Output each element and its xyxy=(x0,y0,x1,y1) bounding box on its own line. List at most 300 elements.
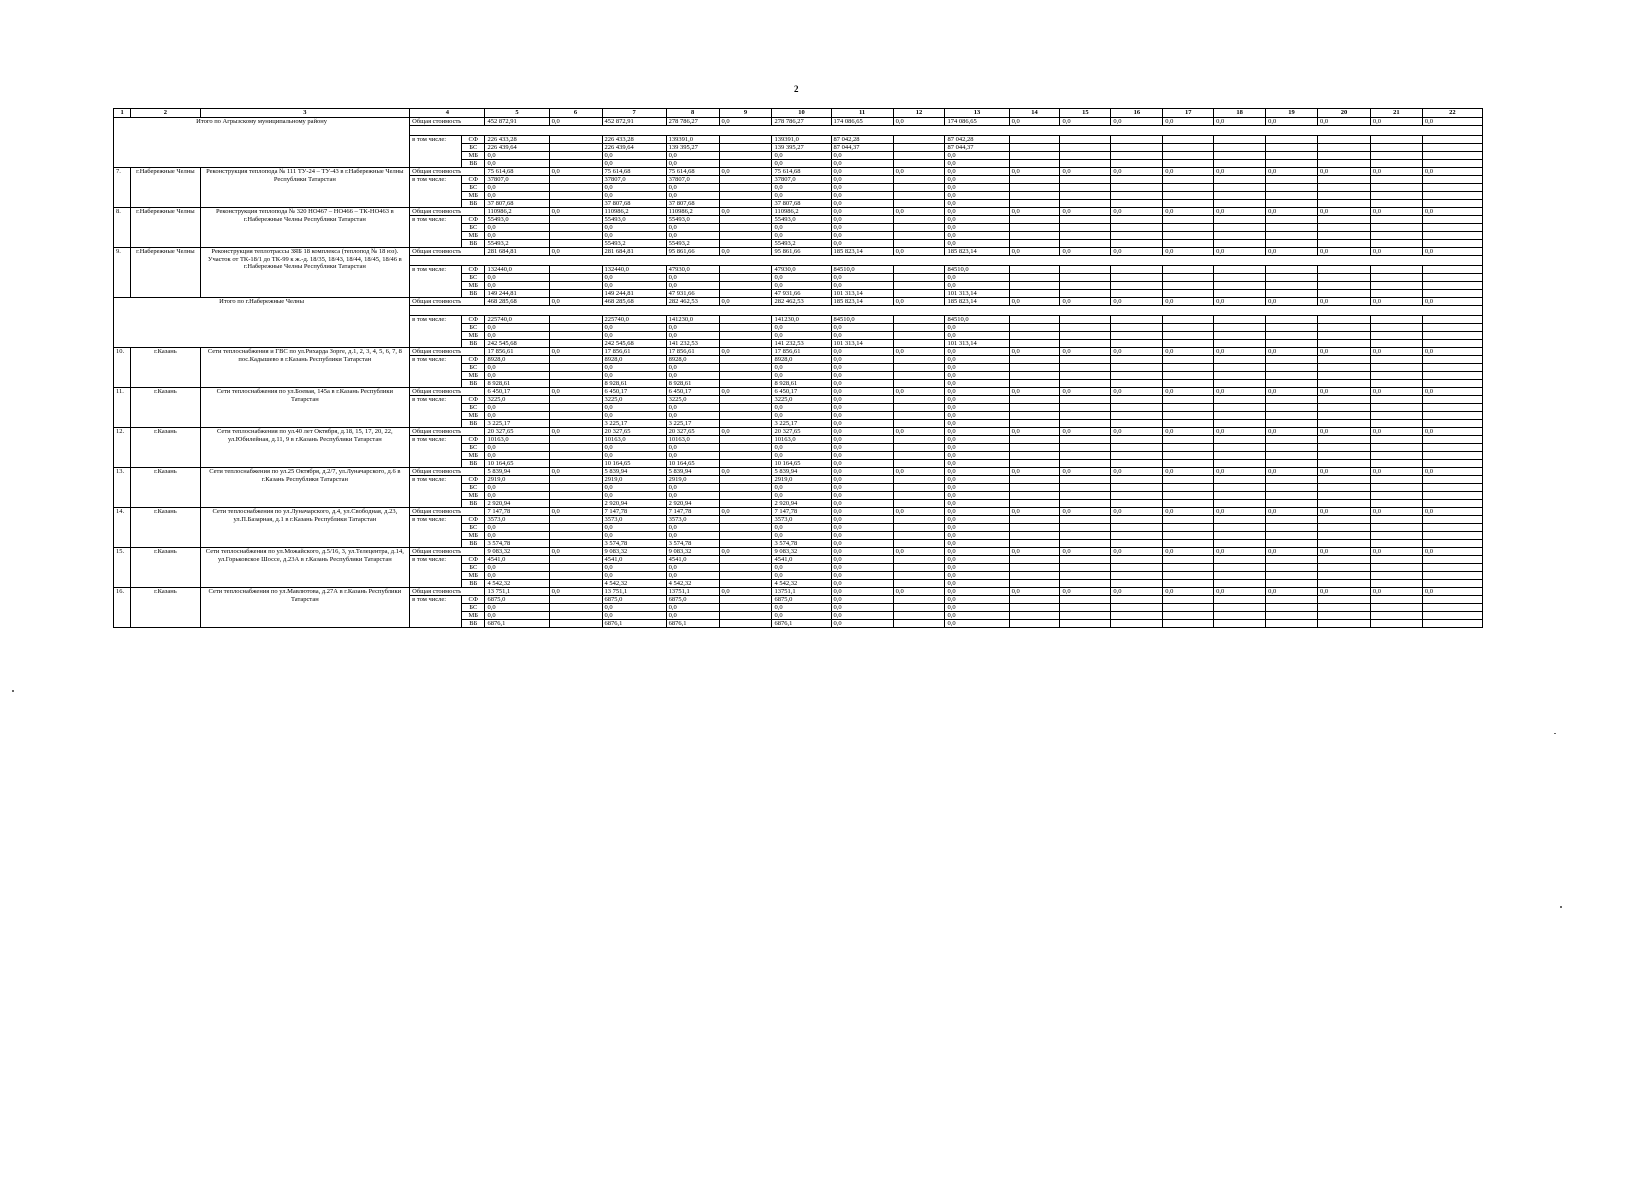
value-cell xyxy=(1163,266,1214,274)
value-cell xyxy=(1370,444,1422,452)
value-cell xyxy=(1317,580,1370,588)
including-label: в том числе: xyxy=(410,136,462,168)
value-cell xyxy=(1266,572,1318,580)
value-cell xyxy=(719,604,772,612)
value-cell xyxy=(1214,152,1266,160)
value-cell xyxy=(719,612,772,620)
value-cell xyxy=(1060,620,1111,628)
item-row xyxy=(114,508,1483,516)
value-cell: 0,0 xyxy=(945,348,1009,356)
value-cell: 0,0 xyxy=(945,540,1009,548)
value-cell: 17 856,61 xyxy=(666,348,719,356)
value-cell: 0,0 xyxy=(945,152,1009,160)
value-cell xyxy=(549,444,602,452)
column-header: 15 xyxy=(1060,109,1111,118)
value-cell xyxy=(1009,160,1060,168)
value-cell xyxy=(1111,192,1163,200)
value-cell xyxy=(1163,316,1214,324)
value-cell xyxy=(719,444,772,452)
value-cell xyxy=(1163,492,1214,500)
value-cell xyxy=(1422,332,1482,340)
value-cell xyxy=(1163,444,1214,452)
value-cell xyxy=(1214,144,1266,152)
value-cell xyxy=(1163,224,1214,232)
value-cell xyxy=(1214,412,1266,420)
value-cell xyxy=(1214,240,1266,248)
value-cell xyxy=(1009,176,1060,184)
value-cell xyxy=(1163,232,1214,240)
value-cell xyxy=(1317,232,1370,240)
value-cell xyxy=(719,476,772,484)
value-cell: 0,0 xyxy=(666,184,719,192)
value-cell: 278 786,27 xyxy=(666,118,719,126)
value-cell xyxy=(1214,524,1266,532)
value-cell xyxy=(1422,484,1482,492)
value-cell: 0,0 xyxy=(485,232,549,240)
source-code: СФ xyxy=(462,356,485,364)
value-cell xyxy=(1317,274,1370,282)
value-cell xyxy=(1266,282,1318,290)
value-cell: 0,0 xyxy=(893,468,945,476)
value-cell xyxy=(1163,160,1214,168)
value-cell: 0,0 xyxy=(945,524,1009,532)
total-cost-label: Общая стоимость xyxy=(410,248,485,256)
value-cell xyxy=(1317,404,1370,412)
value-cell xyxy=(719,492,772,500)
value-cell: 0,0 xyxy=(602,224,666,232)
value-cell: 0,0 xyxy=(1266,348,1318,356)
value-cell xyxy=(1111,580,1163,588)
value-cell xyxy=(1163,500,1214,508)
value-cell: 3225,0 xyxy=(485,396,549,404)
value-cell: 0,0 xyxy=(549,208,602,216)
item-row xyxy=(114,388,1483,396)
value-cell xyxy=(719,152,772,160)
value-cell: 10163,0 xyxy=(772,436,831,444)
value-cell: 0,0 xyxy=(1317,428,1370,436)
value-cell xyxy=(893,144,945,152)
value-cell xyxy=(1266,412,1318,420)
value-cell: 0,0 xyxy=(893,428,945,436)
source-code: МБ xyxy=(462,452,485,460)
value-cell xyxy=(1111,396,1163,404)
value-cell: 10 164,65 xyxy=(666,460,719,468)
value-cell: 0,0 xyxy=(1111,548,1163,556)
item-name: Сети теплоснабжения по ул.Можайского, д.5/16, 3, ул.Телецентра, д.14, ул.Горьковское Шоссе, д.23А в г.Казань Республики Татарстан xyxy=(200,548,410,588)
value-cell: 0,0 xyxy=(945,176,1009,184)
value-cell xyxy=(893,604,945,612)
value-cell xyxy=(1060,604,1111,612)
value-cell: 0,0 xyxy=(602,192,666,200)
value-cell xyxy=(893,152,945,160)
total-cost-label: Общая стоимость xyxy=(410,508,485,516)
value-cell: 0,0 xyxy=(602,324,666,332)
value-cell: 0,0 xyxy=(945,444,1009,452)
value-cell xyxy=(1163,532,1214,540)
value-cell: 9 083,32 xyxy=(602,548,666,556)
value-cell xyxy=(549,436,602,444)
value-cell: 149 244,81 xyxy=(485,290,549,298)
value-cell: 0,0 xyxy=(945,324,1009,332)
value-cell: 0,0 xyxy=(1009,388,1060,396)
value-cell xyxy=(1422,604,1482,612)
value-cell: 10163,0 xyxy=(666,436,719,444)
value-cell xyxy=(1009,240,1060,248)
source-code: ВБ xyxy=(462,340,485,348)
value-cell xyxy=(1422,290,1482,298)
value-cell: 55493,0 xyxy=(772,216,831,224)
value-cell xyxy=(549,224,602,232)
total-cost-label: Общая стоимость xyxy=(410,588,485,596)
source-code: СФ xyxy=(462,516,485,524)
value-cell xyxy=(1370,524,1422,532)
value-cell: 0,0 xyxy=(772,444,831,452)
value-cell xyxy=(1009,216,1060,224)
value-cell: 0,0 xyxy=(772,332,831,340)
value-cell xyxy=(1422,176,1482,184)
value-cell xyxy=(1163,540,1214,548)
value-cell: 0,0 xyxy=(666,192,719,200)
value-cell: 0,0 xyxy=(831,452,893,460)
value-cell: 37 807,68 xyxy=(485,200,549,208)
value-cell xyxy=(893,396,945,404)
value-cell: 0,0 xyxy=(666,484,719,492)
value-cell xyxy=(1060,396,1111,404)
value-cell xyxy=(1163,452,1214,460)
value-cell xyxy=(1422,564,1482,572)
value-cell: 101 313,14 xyxy=(945,340,1009,348)
value-cell: 149 244,81 xyxy=(602,290,666,298)
value-cell xyxy=(1060,184,1111,192)
value-cell xyxy=(1214,274,1266,282)
value-cell: 242 545,68 xyxy=(485,340,549,348)
value-cell xyxy=(719,274,772,282)
value-cell: 226 439,64 xyxy=(602,144,666,152)
value-cell: 0,0 xyxy=(1214,508,1266,516)
value-cell: 8 928,61 xyxy=(666,380,719,388)
value-cell xyxy=(1111,524,1163,532)
value-cell xyxy=(1214,356,1266,364)
value-cell: 0,0 xyxy=(549,348,602,356)
value-cell: 0,0 xyxy=(719,168,772,176)
source-code: ВБ xyxy=(462,200,485,208)
value-cell xyxy=(1111,290,1163,298)
value-cell: 0,0 xyxy=(1009,168,1060,176)
value-cell xyxy=(893,274,945,282)
value-cell xyxy=(1422,316,1482,324)
value-cell xyxy=(719,216,772,224)
value-cell: 84510,0 xyxy=(831,266,893,274)
total-cost-label: Общая стоимость xyxy=(410,348,485,356)
value-cell xyxy=(1060,200,1111,208)
value-cell xyxy=(1214,316,1266,324)
value-cell xyxy=(1317,484,1370,492)
value-cell: 0,0 xyxy=(772,404,831,412)
value-cell xyxy=(1266,476,1318,484)
value-cell xyxy=(719,500,772,508)
value-cell: 0,0 xyxy=(602,452,666,460)
value-cell xyxy=(719,356,772,364)
value-cell: 0,0 xyxy=(666,332,719,340)
value-cell: 0,0 xyxy=(945,184,1009,192)
value-cell xyxy=(1317,500,1370,508)
value-cell: 8 928,61 xyxy=(772,380,831,388)
total-title: Итого по Агрызскому муниципальному району xyxy=(114,118,410,168)
value-cell xyxy=(1422,444,1482,452)
value-cell xyxy=(1317,532,1370,540)
value-cell: 0,0 xyxy=(772,224,831,232)
item-city: г.Казань xyxy=(131,588,200,628)
value-cell: 7 147,78 xyxy=(666,508,719,516)
value-cell: 0,0 xyxy=(485,604,549,612)
value-cell xyxy=(1317,290,1370,298)
value-cell: 0,0 xyxy=(1266,548,1318,556)
value-cell xyxy=(1266,596,1318,604)
value-cell xyxy=(1009,604,1060,612)
value-cell: 0,0 xyxy=(1060,298,1111,306)
total-cost-label: Общая стоимость xyxy=(410,468,485,476)
value-cell: 6875,0 xyxy=(772,596,831,604)
value-cell xyxy=(1422,372,1482,380)
value-cell: 0,0 xyxy=(1422,548,1482,556)
value-cell: 3573,0 xyxy=(772,516,831,524)
value-cell: 0,0 xyxy=(602,492,666,500)
value-cell: 37807,0 xyxy=(666,176,719,184)
value-cell xyxy=(1060,460,1111,468)
value-cell: 3225,0 xyxy=(666,396,719,404)
value-cell: 0,0 xyxy=(666,612,719,620)
value-cell xyxy=(1422,216,1482,224)
value-cell xyxy=(1266,274,1318,282)
item-name: Реконструкция теплопода № 111 ТУ-24 – ТУ-43 в г.Набережные Челны Республики Татарстан xyxy=(200,168,410,208)
value-cell xyxy=(1060,476,1111,484)
value-cell xyxy=(1266,216,1318,224)
value-cell: 110986,2 xyxy=(666,208,719,216)
value-cell: 452 872,91 xyxy=(602,118,666,126)
value-cell xyxy=(1370,484,1422,492)
source-code: БС xyxy=(462,404,485,412)
item-name: Сети теплоснабжения по ул.Боевая, 145а в г.Казань Республики Татарстан xyxy=(200,388,410,428)
item-row xyxy=(114,468,1483,476)
value-cell xyxy=(1111,436,1163,444)
value-cell: 110986,2 xyxy=(772,208,831,216)
value-cell: 226 433,28 xyxy=(485,136,549,144)
value-cell xyxy=(1266,340,1318,348)
value-cell: 0,0 xyxy=(549,118,602,126)
value-cell: 0,0 xyxy=(1111,118,1163,126)
value-cell: 0,0 xyxy=(719,508,772,516)
item-city: г.Казань xyxy=(131,428,200,468)
source-code: СФ xyxy=(462,266,485,274)
value-cell xyxy=(1163,372,1214,380)
value-cell xyxy=(719,620,772,628)
value-cell xyxy=(1111,620,1163,628)
value-cell xyxy=(719,224,772,232)
value-cell xyxy=(1111,266,1163,274)
value-cell xyxy=(1009,532,1060,540)
value-cell xyxy=(1009,620,1060,628)
value-cell xyxy=(1111,556,1163,564)
value-cell: 0,0 xyxy=(485,452,549,460)
column-header: 22 xyxy=(1422,109,1482,118)
value-cell: 0,0 xyxy=(831,428,893,436)
value-cell xyxy=(1370,176,1422,184)
value-cell: 139391,0 xyxy=(772,136,831,144)
value-cell: 0,0 xyxy=(719,298,772,306)
value-cell xyxy=(1060,484,1111,492)
value-cell: 185 823,14 xyxy=(831,298,893,306)
value-cell xyxy=(893,556,945,564)
value-cell: 3225,0 xyxy=(772,396,831,404)
value-cell xyxy=(1266,224,1318,232)
including-label: в том числе: xyxy=(410,216,462,248)
value-cell: 0,0 xyxy=(1214,428,1266,436)
value-cell xyxy=(719,380,772,388)
value-cell xyxy=(1317,160,1370,168)
value-cell: 0,0 xyxy=(831,356,893,364)
value-cell xyxy=(1009,224,1060,232)
value-cell: 0,0 xyxy=(1060,388,1111,396)
value-cell: 281 684,81 xyxy=(485,248,549,256)
value-cell xyxy=(549,452,602,460)
value-cell xyxy=(1060,152,1111,160)
item-index: 11. xyxy=(114,388,131,428)
value-cell xyxy=(1009,596,1060,604)
value-cell xyxy=(1009,380,1060,388)
value-cell xyxy=(1317,516,1370,524)
value-cell: 47930,0 xyxy=(772,266,831,274)
value-cell: 0,0 xyxy=(831,388,893,396)
value-cell: 0,0 xyxy=(1422,208,1482,216)
value-cell xyxy=(549,332,602,340)
value-cell: 0,0 xyxy=(831,516,893,524)
source-code: ВБ xyxy=(462,540,485,548)
value-cell xyxy=(1266,452,1318,460)
value-cell: 0,0 xyxy=(666,492,719,500)
value-cell xyxy=(1163,396,1214,404)
value-cell xyxy=(1370,144,1422,152)
value-cell xyxy=(1163,572,1214,580)
value-cell: 0,0 xyxy=(1317,208,1370,216)
value-cell: 0,0 xyxy=(485,332,549,340)
value-cell xyxy=(719,316,772,324)
value-cell: 141230,0 xyxy=(772,316,831,324)
value-cell: 0,0 xyxy=(602,484,666,492)
value-cell xyxy=(1370,184,1422,192)
value-cell xyxy=(1111,324,1163,332)
value-cell xyxy=(1163,356,1214,364)
value-cell: 0,0 xyxy=(945,500,1009,508)
value-cell: 3 225,17 xyxy=(485,420,549,428)
value-cell xyxy=(1009,232,1060,240)
item-index: 15. xyxy=(114,548,131,588)
value-cell xyxy=(1009,412,1060,420)
value-cell xyxy=(549,316,602,324)
value-cell xyxy=(1370,500,1422,508)
item-row xyxy=(114,248,1483,256)
value-cell: 0,0 xyxy=(945,532,1009,540)
value-cell xyxy=(893,324,945,332)
value-cell xyxy=(893,216,945,224)
value-cell xyxy=(1317,340,1370,348)
value-cell: 6876,1 xyxy=(485,620,549,628)
value-cell xyxy=(549,372,602,380)
value-cell: 0,0 xyxy=(1422,298,1482,306)
value-cell: 8 928,61 xyxy=(602,380,666,388)
value-cell xyxy=(1266,232,1318,240)
value-cell: 281 684,81 xyxy=(602,248,666,256)
value-cell: 3 225,17 xyxy=(666,420,719,428)
value-cell xyxy=(1111,372,1163,380)
value-cell xyxy=(1060,266,1111,274)
value-cell xyxy=(1009,556,1060,564)
value-cell: 0,0 xyxy=(893,248,945,256)
value-cell: 0,0 xyxy=(485,492,549,500)
value-cell xyxy=(549,160,602,168)
value-cell xyxy=(1060,324,1111,332)
value-cell: 6 450,17 xyxy=(772,388,831,396)
value-cell: 0,0 xyxy=(945,200,1009,208)
value-cell xyxy=(1317,444,1370,452)
value-cell: 0,0 xyxy=(666,232,719,240)
value-cell xyxy=(719,372,772,380)
value-cell: 0,0 xyxy=(831,274,893,282)
value-cell: 0,0 xyxy=(1060,588,1111,596)
value-cell xyxy=(1214,200,1266,208)
value-cell xyxy=(719,160,772,168)
value-cell: 0,0 xyxy=(945,580,1009,588)
value-cell: 37 807,68 xyxy=(772,200,831,208)
value-cell xyxy=(893,476,945,484)
value-cell xyxy=(1422,580,1482,588)
value-cell xyxy=(1214,176,1266,184)
item-city: г.Казань xyxy=(131,508,200,548)
value-cell xyxy=(1422,192,1482,200)
value-cell xyxy=(719,290,772,298)
source-code: ВБ xyxy=(462,500,485,508)
value-cell xyxy=(1009,612,1060,620)
value-cell xyxy=(549,612,602,620)
value-cell xyxy=(1266,184,1318,192)
value-cell: 101 313,14 xyxy=(831,340,893,348)
value-cell: 0,0 xyxy=(485,324,549,332)
value-cell xyxy=(1422,532,1482,540)
value-cell xyxy=(1009,282,1060,290)
value-cell: 0,0 xyxy=(831,620,893,628)
item-city: г.Казань xyxy=(131,388,200,428)
value-cell xyxy=(1111,240,1163,248)
value-cell xyxy=(1111,540,1163,548)
value-cell xyxy=(719,540,772,548)
value-cell xyxy=(1111,282,1163,290)
value-cell xyxy=(1060,492,1111,500)
value-cell xyxy=(1317,364,1370,372)
source-code: СФ xyxy=(462,436,485,444)
value-cell: 0,0 xyxy=(485,274,549,282)
value-cell xyxy=(1317,412,1370,420)
value-cell: 0,0 xyxy=(1060,428,1111,436)
value-cell: 132440,0 xyxy=(485,266,549,274)
value-cell xyxy=(1214,572,1266,580)
item-index: 7. xyxy=(114,168,131,208)
value-cell: 20 327,65 xyxy=(602,428,666,436)
value-cell: 0,0 xyxy=(945,436,1009,444)
value-cell xyxy=(549,200,602,208)
value-cell xyxy=(893,240,945,248)
value-cell: 13751,1 xyxy=(666,588,719,596)
value-cell: 0,0 xyxy=(1163,548,1214,556)
value-cell: 0,0 xyxy=(1317,168,1370,176)
